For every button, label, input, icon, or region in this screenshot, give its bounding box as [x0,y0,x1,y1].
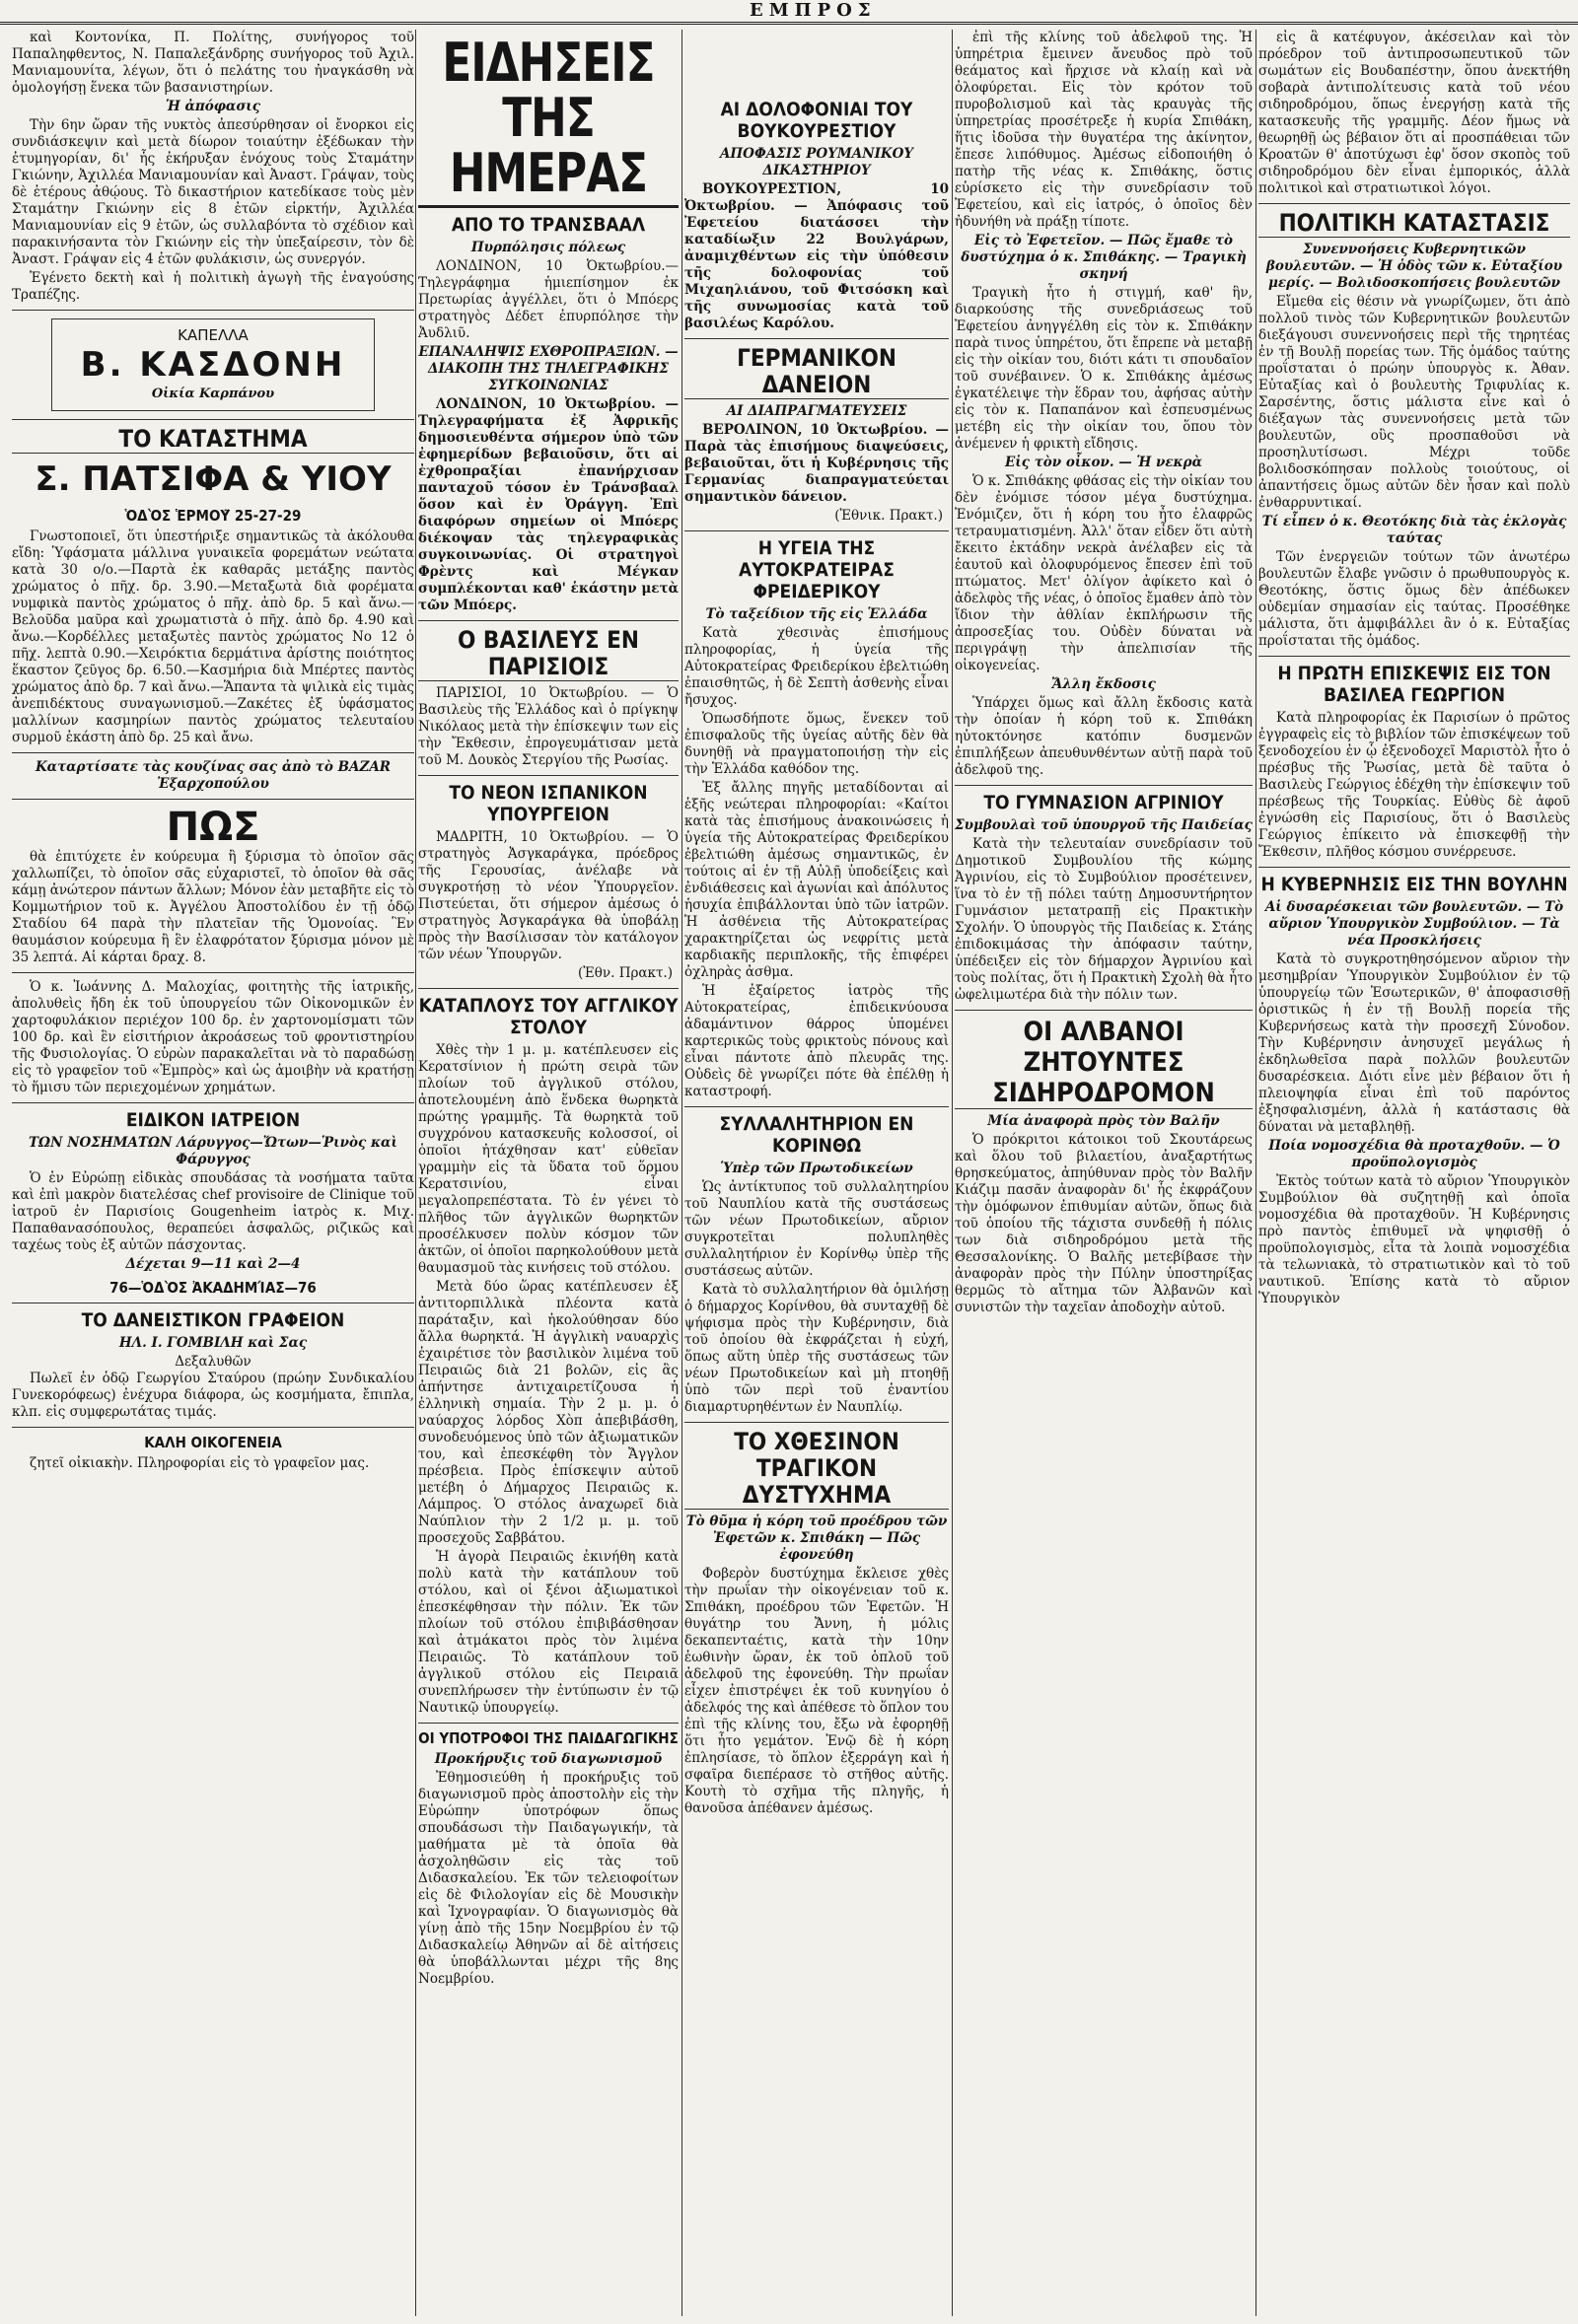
clinic-text: Ὁ ἐν Εὐρώπῃ εἰδικὰς σπουδάσας τὰ νοσήματα ταῦτα καὶ ἐπὶ μακρὸν διατελέσας chef provisoire de Clinique τοῦ ἰατροῦ ἐν Παρισίοις Gougenheim ἰατρὸς κ. Μιχ. Παπαθανασόπουλος, θεραπεύει ἀσφαλῶς, ριζικῶς καὶ ταχέως τοὺς ἐξ αὐτῶν πάσχοντας. [12,1170,414,1253]
german-loan-text: ΒΕΡΟΛΙΝΟΝ, 10 Ὀκτωβρίου. — Παρὰ τὰς ἐπισήμους διαψεύσεις, βεβαιοῦται, ὅτι ἡ Κυβέρνησις τῆς Γερμανίας διαπραγματεύεται σημαντικὸν δάνειον. [684,422,949,505]
divider [955,785,1253,786]
empress-health-text-4: Ἡ ἐξαίρετος ἰατρὸς τῆς Αὐτοκρατείρας, ἐπιδεικνύουσα ἀδαμάντινον θάρρος ὑπομένει καρτερικῶς τοὺς φρικτοὺς πόνους καὶ εἶναι πάντοτε ἀπὸ πλευρᾶς της. Οὐδεὶς δὲ γνωρίζει πότε θὰ ἐπέλθῃ ἡ καταστροφή. [684,983,949,1099]
scholars-subheading: Προκήρυξις τοῦ διαγωνισμοῦ [434,1751,663,1767]
store-text: Γνωστοποιεῖ, ὅτι ὑπεστήριξε σημαντικῶς τὰ ἀκόλουθα εἴδη: Ὑφάσματα μάλλινα γυναικεῖα φορεμάτων νεώτατα κατὰ 30 ο/ο.—Παρτὰ ἐκ καθαρᾶς μετάξης παντὸς χρώματος ὁ πῆχ. δρ. 3.90.—Μεταξωτὰ διὰ φορέματα νυμφικὰ παντὸς χρώματος ὁ πῆχ. ἀπὸ δρ. 5 καὶ ἄνω.—Βελοῦδα μαῦρα καὶ χρωματιστὰ ὁ πῆχ. ἀπὸ δρ. 4.90 καὶ ἄνω.—Κορδέλλες μεταξωτὲς παντὸς χρώματος Νο 12 ὁ πῆχ. λεπτὰ 0.90.—Χειρόκτια δερμάτινα ἀρίστης ποιότητος ἕκαστον ζεῦγος δρ. 6.50.—Κασμήρια διὰ Μπέρτες παντὸς χρώματος ἀπὸ δρ. 7 καὶ ἄνω.—Ἅπαντα τὰ ψιλικὰ εἰς τιμὰς ἀνεπιδέκτους συναγωνισμοῦ.—Ζακέτες ἐξ ὑφάσματος μαλλίνων κασμηρίων παντὸς χρώματος τελευταίου συρμοῦ ἑκάστη ἀπὸ δρ. 25 καὶ ἄνω. [12,528,414,745]
king-in-paris-text: ΠΑΡΙΣΙΟΙ, 10 Ὀκτωβρίου. — Ὁ Βασιλεὺς τῆς Ἑλλάδος καὶ ὁ πρίγκηψ Νικόλαος μετὰ τὴν ἐπίσκεψιν των εἰς τὴν Ἔκθεσιν, ἐπρογευμάτισαν μετὰ τοῦ Μ. Δουκὸς Στεργίου τῆς Ρωσίας. [418,685,679,768]
empress-health-heading: Η ΥΓΕΙΑ ΤΗΣ ΑΥΤΟΚΡΑΤΕΙΡΑΣ ΦΡΕΙΔΕΡΙΚΟΥ [739,537,895,602]
divider [1258,656,1570,657]
loan-office-text: Πωλεῖ ἐν ὁδῷ Γεωργίου Σταύρου (πρώην Συνδικαλίου Γυνεκορόφεως) ἐνέχυρα διάφορα, ὡς κοσμήματα, ἔπιπλα, κλπ. εἰς συμφερωτάτας τιμάς. [12,1371,414,1420]
hat-shop-name: Β. ΚΑΣΔΟΝΗ [80,345,346,385]
verdict-text: Τὴν 6ην ὥραν τῆς νυκτὸς ἀπεσύρθησαν οἱ ἔνορκοι εἰς συνδιάσκεψιν καὶ μετὰ δίωρον τοιαύτην ἐξέδωκαν τὴν ἐτυμηγορίαν, δι' ἧς ἐκήρυξαν ἐνόχους τοὺς Σταμάτην Γκιώνην, Ἀχιλλέα Μανιαμουνίαν καὶ Ἀναστ. Γράψαν, τοὺς δὲ ἑτέρους ἀθῴους. Τὸ δικαστήριον κατεδίκασε τοὺς μὲν Σταμάτην Γκιώνην εἰς 8 ἐτῶν εἱρκτήν, Ἀχιλλέα Μανιαμουνίαν εἰς 9 ἐτῶν, ὡς συλλαβόντα τὸ σχέδιον καὶ παρακινήσαντα τὸν Γκιώνην εἰς τὴν ὑπεξαίρεσιν, τὸν δὲ Ἀναστ. Γράψαν εἰς 4 ἐτῶν φυλάκισιν, ὡς συνεργόν. [12,117,414,267]
divider [12,972,414,973]
divider [684,1422,949,1423]
divider [684,1106,949,1107]
transvaal-subheading: Πυρπόλησις πόλεως [470,240,626,255]
empress-health-text-1: Κατὰ χθεσινὰς ἐπισήμους πληροφορίας, ἡ ὑγεία τῆς Αὐτοκρατείρας Φρειδερίκου ἐβελτιώθη ἐπαισθητῶς, ἡ δὲ Σεπτὴ ἀσθενὴς εἶναι ἤσυχος. [684,625,949,708]
political-situation-heading: ΠΟΛΙΤΙΚΗ ΚΑΤΑΣΤΑΣΙΣ [1258,210,1570,238]
store-heading: ΤΟ ΚΑΤΑΣΤΗΜΑ [12,426,414,454]
divider [12,310,414,311]
store-address: ὉΔῸΣ ἙΡΜΟΥ͂ 25-27-29 [124,507,302,525]
agrinio-school-heading: ΤΟ ΓΥΜΝΑΣΙΟΝ ΑΓΡΙΝΙΟΥ [983,792,1224,813]
divider [418,775,679,776]
corinth-rally-heading: ΣΥΛΛΑΛΗΤΗΡΙΟΝ ΕΝ ΚΟΡΙΝΘΩ [719,1113,914,1157]
news-of-the-day-title: ΕΙΔΗΣΕΙΣ ΤΗΣ ΗΜΕΡΑΣ [442,32,655,204]
german-loan-subheading: ΑΙ ΔΙΑΠΡΑΓΜΑΤΕΥΣΕΙΣ [726,403,907,419]
hostilities-text: ΛΟΝΔΙΝΟΝ, 10 Ὀκτωβρίου. — Τηλεγραφήματα ἐξ Ἀφρικῆς δημοσιευθέντα σήμερον ὑπὸ τῶν ἐφημερίδων βεβαιοῦσιν, ὅτι αἱ ἐχθροπραξίαι ἐπανήρχισαν πανταχοῦ τόσον ἐν Τράνσβααλ ὅσον καὶ ἐν Ὀράγγη. Ἐπὶ διαφόρων σημείων οἱ Μπόερς διέκοψαν τὰς τηλεγραφικὰς συγκοινωνίας. Οἱ στρατηγοὶ Φρὲντς καὶ Μέγκαν συμπλέκονται καθ' ἑκάστην μετὰ τῶν Μπόερς. [418,396,679,613]
german-loan-source: (Ἐθνικ. Πρακτ.) [834,508,943,524]
accident-heading: ΤΟ ΧΘΕΣΙΝΟΝ ΤΡΑΓΙΚΟΝ ΔΥΣΤΥΧΗΜΑ [684,1429,949,1510]
divider [418,205,679,208]
king-in-paris-heading: Ο ΒΑΣΙΛΕΥΣ ΕΝ ΠΑΡΙΣΙΟΙΣ [418,627,679,681]
first-visit-text: Κατὰ πληροφορίας ἐκ Παρισίων ὁ πρῶτος ἐγγραφεὶς εἰς τὸ βιβλίον τῶν ἐπισκέψεων τοῦ ξενοδοχείου ἐν ᾧ ἐξενοδοχεῖ Μαριστὸλ ἦτο ὁ πρέσβυς τῆς Ῥωσίας, μετὰ δὲ ταῦτα ὁ Βασιλεὺς Γεώργιος ἐδέχθη τὴν ἐπίσκεψιν τοῦ πρέσβεως τῆς Τουρκίας. Εὐθὺς δὲ ἀφοῦ ἐγνώσθη εἰς Παρισίους, ὅτι ὁ Βασιλεὺς Γεώργιος ἐπίκειτο νὰ ἐπισκεφθῇ τὴν Ἔκθεσιν, πλῆθος κόσμου συνέρρευσε. [1258,710,1570,860]
accident-text: Φοβερὸν δυστύχημα ἔκλεισε χθὲς τὴν πρωΐαν τὴν οἰκογένειαν τοῦ κ. Σπιθάκη, προέδρου τῶν Ἐφετῶν. Ἡ θυγάτηρ του Ἄννη, ἡ μόλις δεκαπενταέτις, κατὰ τὴν 10ην ἑωθινὴν ὥραν, ἐκ τοῦ ὁπλοῦ τοῦ ἀδελφοῦ της ἐφονεύθη. Τὴν πρωΐαν εἶχεν ἐπιστρέψει ἐκ τοῦ κυνηγίου ὁ ἀδελφός της καὶ ἀπέθεσε τὸ ὅπλον του ἐπὶ τῆς κλίνης του, ἔξω νὰ ἐφορηθῇ ὅτι ἦτο γεμάτον. Ἐνῷ δὲ ἡ κόρη ἐπλησίασε, τὸ ὅπλον ἐξερράγη καὶ ἡ σφαῖρα διεπέρασε τὸ στῆθος αὐτῆς. Κουτὴ τὸ σχῆμα τῆς πληγῆς, ἡ θανοῦσα ἀπέθανεν ἀμέσως. [684,1566,949,1816]
bazar-ad: Καταρτίσατε τὰς κουζίνας σας ἀπὸ τὸ BAZAR Ἐξαρχοπούλου [35,759,392,792]
verdict-heading: Ἡ ἀπόφασις [165,99,261,114]
transvaal-heading: ΑΠΟ ΤΟ ΤΡΑΝΣΒΑΑΛ [451,214,646,236]
divider [684,530,949,531]
albanians-heading: ΟΙ ΑΛΒΑΝΟΙ ΖΗΤΟΥΝΤΕΣ ΣΙΔΗΡΟΔΡΟΜΟΝ [955,1017,1253,1109]
bucharest-murders-text: ΒΟΥΚΟΥΡΕΣΤΙΟΝ, 10 Ὀκτωβρίου. — Ἀπόφασις τοῦ Ἐφετείου διατάσσει τὴν καταδίωξιν 22 Βουλγάρων, ἀναμιχθέντων εἰς τὴν ὑπόθεσιν τῆς δολοφονίας τοῦ Μιχαηλιάνου, τοῦ Φιτσόσκη καὶ τῆς συνωμοσίας κατὰ τοῦ βασιλέως Καρόλου. [684,181,949,331]
store-name: Σ. ΠΑΤΣΙΦΑ & ΥΙΟΥ [35,459,392,499]
trial-continuation: καὶ Κοντονίκα, Π. Πολίτης, συνήγορος τοῦ Παπαληφθεντος, Ν. Παπαλεξάνδρης συνήγορος τοῦ Ἀχιλ. Μανιαμουνίτα, λέγων, ὅτι ὁ πελάτης του ἠναγκάσθη νὰ ὁμολογήσῃ ἕνεκα τῶν βασανιστηρίων. [12,30,414,96]
other-version-heading: Ἄλλη ἔκδοσις [1051,676,1156,692]
british-fleet-heading: ΚΑΤΑΠΛΟΥΣ ΤΟΥ ΑΓΓΛΙΚΟΥ ΣΤΟΛΟΥ [418,995,679,1038]
loan-office-heading: ΤΟ ΔΑΝΕΙΣΤΙΚΟΝ ΓΡΑΦΕΙΟΝ [81,1309,345,1331]
bills-heading: Ποία νομοσχέδια θὰ προταχθοῦν. — Ὁ προϋπολογισμὸς [1268,1138,1560,1170]
transvaal-text: ΛΟΝΔΙΝΟΝ, 10 Ὀκτωβρίου.— Τηλεγράφημα ἡμιεπίσημον ἐκ Πρετωρίας ἀγγέλλει, ὅτι ὁ Μπόερς στρατηγὸς Δέδετ ἐπυρπόλησε τὴν Ἀυδλιῦ. [418,258,679,341]
loan-office-subowner: Δεξαλυθῶν [175,1354,251,1370]
british-fleet-text-3: Ἡ ἀγορὰ Πειραιῶς ἐκινήθη κατὰ πολὺ κατὰ τὴν κατάπλουν τοῦ στόλου, καὶ οἱ ξένοι ἀξιωματικοὶ ἐπεσκέφθησαν τὴν πόλιν. Ἐκ τῶν πλοίων τοῦ στόλου ἐπιβιβάσθησαν καὶ ἀτμάκατοι πρὸς τὸν λιμένα Πειραιῶς. Τὸ κατάπλουν τοῦ ἀγγλικοῦ στόλου εἰς Πειραιᾶ συνεπλήρωσεν τὴν ἐντύπωσιν ἐν τῷ Ναυτικῷ ὑπουργείῳ. [418,1549,679,1716]
family-ad-heading: ΚΑΛΗ ΟΙΚΟΓΕΝΕΙΑ [144,1434,282,1451]
divider [12,419,414,420]
corinth-rally-text-1: Ὡς ἀντίκτυπος τοῦ συλλαλητηρίου τοῦ Ναυπλίου κατὰ τῆς συστάσεως τῶν νέων Πρωτοδικείων, αὔριον συγκροτεῖται πολυπληθὲς συλλαλητήριον ἐν Κορίνθῳ ὑπὲρ τῆς συστάσεως αὐτῶν. [684,1179,949,1279]
column-5 [1258,30,1570,2316]
divider [418,988,679,989]
empress-health-subheading: Τὸ ταξείδιον τῆς εἰς Ἑλλάδα [705,606,928,622]
column-1 [12,30,414,2316]
lost-wallet-notice: Ὁ κ. Ἰωάννης Δ. Μαλοχίας, φοιτητὴς τῆς ἰατρικῆς, ἀπολυθεὶς ἤδη ἐκ τοῦ ὑπουργείου τῶν Οἰκονομικῶν ἐν χαρτοφυλάκιον περιέχον 100 δρ. ἐν χαρτονομίσματι τῶν 100 δρ. καὶ ἓν εἰσιτήριον ἀκροάσεως τοῦ φροντιστηρίου τῆς Φυσιολογίας. Ὁ εὑρὼν παρακαλεῖται νὰ τὸ παραδώσῃ εἰς τὸ γραφεῖον τοῦ «Ἐμπρὸς» καὶ ὡς ἀμοιβὴν νὰ κρατήσῃ τὸ ἥμισυ τῶν περιεχομένων χρημάτων. [12,979,414,1095]
divider [12,1102,414,1103]
column-4 [955,30,1253,2316]
column-2 [418,30,679,2316]
corinth-rally-subheading: Ὑπὲρ τῶν Πρωτοδικείων [720,1161,913,1176]
bucharest-murders-subheading: ΑΠΟΦΑΣΙΣ ΡΟΥΜΑΝΙΚΟΥ ΔΙΚΑΣΤΗΡΙΟΥ [719,146,914,178]
other-version-text: Ὑπάρχει ὅμως καὶ ἄλλη ἔκδοσις κατὰ τὴν ὁποίαν ἡ κόρη τοῦ κ. Σπιθάκη ηὐτοκτόνησε κατόπιν δυσμενῶν ἐπιπλήξεων ἀπευθυνθέντων αὐτῇ παρὰ τοῦ ἀδελφοῦ της. [955,695,1253,778]
family-ad-text: ζητεῖ οἰκιακὴν. Πληροφορίαι εἰς τὸ γραφεῖον μας. [30,1455,370,1471]
divider [1258,203,1570,204]
divider [12,752,414,753]
bills-text: Ἐκτὸς τούτων κατὰ τὸ αὔριον Ὑπουργικὸν Συμβούλιον θὰ συζητηθῇ καὶ ὁποῖα νομοσχέδια θὰ προταχθοῦν. Ἡ Κυβέρνησις πρὸ παντὸς ἐπιθυμεῖ νὰ ψηφισθῇ ὁ προϋπολογισμὸς, εἶτα τὰ λοιπὰ νομοσχέδια τὰ τελωνιακὰ, τὸ στρατιωτικὸν καὶ τὸ τοῦ ναυτικοῦ. Ἐπίσης κατὰ τὸ αὔριον Ὑπουργικὸν [1258,1173,1570,1306]
spanish-cabinet-text: ΜΑΔΡΙΤΗ, 10 Ὀκτωβρίου. — Ὁ στρατηγὸς Ἀσγκαράγκα, πρόεδρος τῆς Γερουσίας, ἀνέλαβε νὰ συγκροτήσῃ τὸ νέον Ὑπουργεῖον. Πιστεύεται, ὅτι σήμερον ἀμέσως ὁ στρατηγὸς Ἀσγκαράγκα θὰ ὑποβάλῃ πρὸς τὴν Βασίλισσαν τὸν κατάλογον τῶν νέων Ὑπουργῶν. [418,829,679,962]
divider [418,620,679,621]
hostilities-heading: ΕΠΑΝΑΛΗΨΙΣ ΕΧΘΡΟΠΡΑΞΙΩΝ. — ΔΙΑΚΟΠΗ ΤΗΣ ΤΗΛΕΓΡΑΦΙΚΗΣ ΣΥΓΚΟΙΝΩΝΙΑΣ [418,344,679,393]
albanians-subheading: Μία ἀναφορὰ πρὸς τὸν Βαλῆν [987,1113,1220,1129]
agrinio-school-subheading: Συμβουλαὶ τοῦ ὑπουργοῦ τῆς Παιδείας [955,817,1253,833]
barber-ad-heading: ΠΩΣ [166,805,260,850]
divider [955,1010,1253,1011]
agrinio-school-text: Κατὰ τὴν τελευταίαν συνεδρίασιν τοῦ Δημοτικοῦ Συμβουλίου τῆς κώμης Ἀγρινίου, εἰς τὸ Συμβούλιον προσέτεινεν, ἵνα τὸ ἐν τῇ πόλει ταύτῃ Δημοσυντήρητον Γυμνάσιον μετατραπῇ εἰς Πρακτικὴν Σχολήν. Ὁ ὑπουργὸς τῆς Παιδείας κ. Στάης ἐπιδοκιμάσας τὴν ἀπόφασιν ταύτην, ὑπέδειξεν εἰς τὸν δήμαρχον Ἀγρινίου καὶ τοὺς πολίτας, ὅτι ἡ Πρακτικὴ Σχολὴ θὰ ἦτο ὠφελιμωτέρα διὰ τὴν πόλιν των. [955,836,1253,1003]
verdict-end: Ἐγένετο δεκτὴ καὶ ἡ πολιτικὴ ἀγωγὴ τῆς ἐναγούσης Τραπέζης. [12,270,414,303]
british-fleet-text-1: Χθὲς τὴν 1 μ. μ. κατέπλευσεν εἰς Κερατσίνιον ἡ πρώτη σειρὰ τῶν πλοίων τοῦ ἀγγλικοῦ στόλου, ἀποτελουμένη ἀπὸ ἕνδεκα θωρηκτὰ πρώτης γραμμῆς. Τὰ θωρηκτὰ τοῦ συγχρόνου κατασκευῆς κολοσσοί, οἱ ὁποῖοι ἠτάχθησαν κατ' εὐθεῖαν γραμμὴν εἰς τὰ ὕδατα τοῦ ὅρμου Κερατσινίου, εἶναι μεγαλοπρεπέστατα. Τὸ ἐν γένει τὸ πλῆθος τῶν ἀγγλικῶν θωρηκτῶν προσέλκυσεν πολὺν κόσμον τῶν ἀκτῶν, οἱ ὁποῖοι παρηκολούθουν μετὰ θαυμασμοῦ τὰς κινήσεις τοῦ στόλου. [418,1042,679,1276]
divider [12,1427,414,1428]
railway-continuation: εἰς ἃ κατέφυγον, ἀκέσειλαν καὶ τὸν πρόεδρον τοῦ ἀντιπροσωπευτικοῦ τῶν σωμάτων εἰς Βουδαπέστην, ὅπου ἀνεκτήθη σοβαρὰ ἀντιπολίτευσις κατὰ τοῦ νέου σιδηροδρόμου, ὅπως ἐνεργήσῃ κατὰ τῆς κατασκευῆς τῆς γραμμῆς. Δέον ἤμως νὰ θεωρηθῇ ὡς βέβαιον ὅτι αἱ προσπάθειαι τῶν Κροατῶν θ' ἀποτύχωσι ἐφ' ὅσον σκοπὸς τοῦ σιδηροδρόμου δὲν εἶναι ἐμπορικός, ἀλλὰ πολιτικοὶ καὶ στρατιωτικοὶ λόγοι. [1258,30,1570,196]
column-rule [415,30,416,2316]
government-parliament-text: Κατὰ τὸ συγκροτηθησόμενον αὔριον τὴν μεσημβρίαν Ὑπουργικὸν Συμβούλιον ἐν τῷ ὑπουργείῳ τῶν Ἐσωτερικῶν, θ' ἀποφασισθῇ ὁριστικῶς ἡ ἐν τῇ Βουλῇ πορεία τῆς Κυβερνήσεως κατὰ τὴν προσεχῆ Σύνοδον. Τὴν Κυβέρνησιν ἀνησυχεῖ μεγάλως ἡ ἐκδηλωθεῖσα παρὰ πολλῶν βουλευτῶν δυσαρέσκεια. Διότι εἶνε μὲν βέβαιον ὅτι ἡ πλειοψηφία εἶναι ἐπὶ τοῦ παρόντος ἐξησφαλισμένη, ἀλλὰ ἡ κατάστασις θὰ δύναται νὰ μεταβληθῇ. [1258,951,1570,1135]
spanish-cabinet-source: (Ἐθν. Πρακτ.) [578,965,673,981]
government-parliament-heading: Η ΚΥΒΕΡΝΗΣΙΣ ΕΙΣ ΤΗΝ ΒΟΥΛΗΝ [1260,874,1568,895]
hat-shop-address: Οἰκία Καρπάνου [151,387,275,401]
british-fleet-text-2: Μετὰ δύο ὥρας κατέπλευσεν ἐξ ἀντιτορπιλλικὰ πλέοντα κατὰ παράταξιν, καὶ ἠκολούθησαν δύο ἄλλα θωρηκτά. Ἡ ἀγγλικὴ ναυαρχὶς ἐχαιρέτισε τὸν βασιλικὸν λιμένα τοῦ Πειραιῶς διὰ 21 βολῶν, εἰς ἃς ἀπήντησε ἀντιχαιρετίζουσα ἡ ἑλληνικὴ σημαία. Τὴν 2 μ. μ. ὁ ναύαρχος λόρδος Χὸπ ἀπεβιβάσθη, συνοδευόμενος ὑπὸ τῶν ἀξιωματικῶν του, καὶ ἐπεσκέφθη τὸν Ἄγγλον πρέσβεια. Πρὸς ἐπίσκεψιν αὐτοῦ μετέβη ὁ Δήμαρχος Πειραιῶς κ. Λάμπρος. Ὁ στόλος ἀναχωρεῖ διὰ Ναύπλιον τὴν 2 1/2 μ. μ. τοῦ προσεχοῦς Σαββάτου. [418,1279,679,1546]
theotokis-heading: Τί εἶπεν ὁ κ. Θεοτόκης διὰ τὰς ἐκλογὰς ταύτας [1261,514,1567,546]
government-parliament-subheading: Αἱ δυσαρέσκειαι τῶν βουλευτῶν. — Τὸ αὔριον Ὑπουργικὸν Συμβούλιον. — Τὰ νέα Προσκλήσεις [1264,899,1564,949]
political-situation-subheading: Συνεννοήσεις Κυβερνητικῶν βουλευτῶν. — Ἡ ὁδὸς τῶν κ. Εὐταξίου μερίς. — Βολιδοσκοπήσεις βουλευτῶν [1265,242,1563,291]
divider [684,338,949,339]
bucharest-murders-heading: ΑΙ ΔΟΛΟΦΟΝΙΑΙ ΤΟΥ ΒΟΥΚΟΥΡΕΣΤΙΟΥ [720,99,913,142]
theotokis-text: Τῶν ἐνεργειῶν τούτων τῶν ἀνωτέρω βουλευτῶν ἔλαβε γνῶσιν ὁ πρωθυπουργὸς κ. Θεοτόκης, ὅστις ὅμως δὲν ἀπέδωκεν οὐδεμίαν σημασίαν εἰς ταύτας. Προσέθηκε μάλιστα, ὅτι ἀμφιβάλλει ἂν ὁ κ. Εὐταξίας προΐσταται τῆς ὁμάδος. [1258,549,1570,649]
hat-shop-label: ΚΑΠΕΛΛΑ [178,326,249,344]
newspaper-name: ΕΜΠΡΟΣ [750,0,877,21]
accident-subheading: Τὸ θῦμα ἡ κόρη τοῦ προέδρου τῶν Ἐφετῶν κ. Σπιθάκη — Πῶς ἐφονεύθη [685,1514,948,1563]
corinth-rally-text-2: Κατὰ τὸ συλλαλητήριον θὰ ὁμιλήσῃ ὁ δήμαρχος Κορίνθου, θὰ συνταχθῇ δὲ ψήφισμα πρὸς τὴν Κυβέρνησιν, διὰ τοῦ ὁποίου θὰ ἐκφράζεται ἡ εὐχή, ὅπως αὕτη ὑπὲρ τῆς συστάσεως τῶν νέων Πρωτοδικείων καὶ μὴ πτοηθῇ ὑπὸ τῶν περὶ τοῦ ἐναντίου διαμαρτυρηθέντων ἐν Ναυπλίῳ. [684,1282,949,1415]
accident-continuation: ἐπὶ τῆς κλίνης τοῦ ἀδελφοῦ της. Ἡ ὑπηρέτρια ἔμεινεν ἄνευδος πρὸ τοῦ θεάματος καὶ ἤρχισε νὰ κλαίῃ καὶ νὰ ὀλοφύρεται. Εἰς τὸν κρότον τοῦ πυροβολισμοῦ καὶ τὰς κραυγὰς τῆς ὑπηρετρίας προσέτρεξε ἡ κυρία Σπιθάκη, ἥτις ἰδοῦσα τὴν θυγατέρα της ἀκίνητον, ἔπεσε λιπόθυμος. Ἀμέσως εἰδοποιήθη ὁ πατὴρ τῆς νέας κ. Σπιθάκης, ὅστις εὑρίσκετο εἰς τὴν συνεδρίασιν τοῦ Ἐφετείου, καὶ εἰς ἰατρός, ὁ ὁποῖος δὲν ἠδυνήθη νὰ πράξῃ τίποτε. [955,30,1253,230]
empress-health-text-2: Ὁπωσδήποτε ὅμως, ἕνεκεν τοῦ ἐπισφαλοῦς τῆς ὑγείας αὐτῆς δὲν θὰ δυνηθῇ νὰ πραγματοποιήσῃ τὴν εἰς τὴν Ἑλλάδα καθόδον της. [684,711,949,777]
hat-shop-ad [51,318,375,411]
clinic-heading: ΕΙΔΙΚΟΝ ΙΑΤΡΕΙΟΝ [125,1109,301,1131]
first-visit-heading: Η ΠΡΩΤΗ ΕΠΙΣΚΕΨΙΣ ΕΙΣ ΤΟΝ ΒΑΣΙΛΕΑ ΓΕΩΡΓΙΟΝ [1277,663,1551,706]
albanians-text: Ὁ πρόκριτοι κάτοικοι τοῦ Σκουτάρεως καὶ ὅλου τοῦ βιλαετίου, ἀναξαρτήτως θρησκεύματος, ἀπηύθυναν πρὸς τὸν Βαλῆν Κιάζιμ πασᾶν ἀναφορὰν δι' ἧς ἐκφράζουν τὴν ὁμόφωνον ἐπιθυμίαν αὐτῶν, ὅπως διὰ τοῦ ὁποίου τῆς τάχιστα συνδεθῇ ἡ πόλις των διὰ σιδηροδρόμου μετὰ τῆς Θεσσαλονίκης. Ὁ Βαλῆς μετεβίβασε τὴν ἀναφορὰν πρὸς τὴν Πύλην ὑποστηρίξας θερμῶς τὸ αἴτημα τῶν Ἀλβανῶν καὶ συνιστῶν τὴν ταχεῖαν ἀποδοχὴν αὐτοῦ. [955,1132,1253,1315]
divider [1258,867,1570,868]
divider [12,799,414,800]
column-rule [952,30,953,2316]
german-loan-heading: ΓΕΡΜΑΝΙΚΟΝ ΔΑΝΕΙΟΝ [684,345,949,399]
clinic-subheading: ΤΩΝ ΝΟΣΗΜΑΤΩΝ Λάρυγγος—Ὤτων—Ῥινὸς καὶ Φάρυγγος [29,1135,397,1167]
masthead [0,0,1578,25]
empress-health-text-3: Ἐξ ἄλλης πηγῆς μεταδίδονται αἱ ἑξῆς νεώτεραι πληροφορίαι: «Καίτοι κατὰ τὰς ἐπισήμους ἀνακοινώσεις ἡ ὑγεία τῆς Αὐτοκρατείρας Φρειδερίκου ἐβελτιώθη ἀμέσως σημαντικῶς, ἐν τούτοις αἱ ἐν τῇ Αὐλῇ ὑποδείξεις καὶ ἐνδιάθεσεις καὶ ἀγωνίαι καὶ ἀπόλυτος ἡσυχία ἐπιβάλλονται ὑπὸ τῶν ἰατρῶν. Ἡ ἀσθένεια τῆς Αὐτοκρατείρας χαρακτηρίζεται ὡς νεφρίτις μετὰ καρδιακῆς περιπλοκῆς, τῆς ἐπιφέρει ὀχληρὰς ἀσθμα. [684,780,949,980]
home-text: Ὁ κ. Σπιθάκης φθάσας εἰς τὴν οἰκίαν του δὲν ἐνόμισε τόσον μέγα δυστύχημα. Ἐνόμιζεν, ὅτι ἡ κόρη του ἦτο ἐλαφρῶς τετραυματισμένη. Ἀλλ' ὅταν εἶδεν ὅτι αὐτὴ ἔκειτο ἐκτάδην νεκρὰ ἀνέλαβεν εἰς τὰ ἑαυτοῦ καὶ ὀλοφυρόμενος ἔπεσεν ἐπὶ τοῦ πτώματος. Μετ' ὀλίγον ἀφίκετο καὶ ὁ ἀδελφὸς τῆς νέας, ὁ ὁποῖος ἔμαθεν ἀπὸ τὸν ἴδιον τὴν ἀθλίαν ἐκπλήρωσιν τῆς ἀπροσεξίας του. Οὐδὲν δύναται νὰ περιγράψῃ τὴν ἀπελπισίαν τῆς οἰκογενείας. [955,473,1253,673]
political-situation-text: Εἴμεθα εἰς θέσιν νὰ γνωρίζωμεν, ὅτι ἀπὸ πολλοῦ τινὸς τῶν Κυβερνητικῶν βουλευτῶν διεξάγουσι συνεννοήσεις περὶ τῆς τηρητέας ἐν τῇ Βουλῇ πορείας των. Τῆς ὁμάδος ταύτης προΐσταται ὁ πρώην ὑπουργὸς κ. Ἀθαν. Εὐταξίας καὶ ὁ βουλευτὴς Τριφυλίας κ. Σαρσέντης, ὅστις μάλιστα εἶνε καὶ ὁ διέξαγων τὰς συνεννοήσεις μετὰ τῶν βουλευτῶν, οὓς προσπαθοῦσι νὰ προσηλυτίσωσι. Μέχρι τοῦδε βολιδοσκόπησαν πολλοὺς τοιούτους, οἱ ἀπαντήσεις ὅμως αὐτῶν δὲν ἦσαν καὶ πολὺ ἐνθαρρυντικαί. [1258,294,1570,511]
column-rule [1255,30,1256,2316]
scholars-heading: ΟΙ ΥΠΟΤΡΟΦΟΙ ΤΗΣ ΠΑΙΔΑΓΩΓΙΚΗΣ [418,1729,679,1747]
clinic-address: 76—ὉΔῸΣ ἈΚΑΔΗΜΊΑΣ—76 [109,1279,317,1297]
court-text: Τραγικὴ ἦτο ἡ στιγμή, καθ' ἣν, διαρκούσης τῆς συνεδριάσεως τοῦ Ἐφετείου ἀνηγγέλθη εἰς τὸν κ. Σπιθάκην παρὰ τινος ὑπηρέτου, ὅτι ἔπρεπε νὰ μεταβῇ εἰς τὴν οἰκίαν του, διότι κάτι τι σπουδαῖον τοῦ συνέβαινεν. Ὁ κ. Σπιθάκης ἀμέσως ἐγκατέλειψε τὴν ἕδραν του, ἀφήσας αὐτὴν εἰς τὸν κ. Παπαπάνον καὶ ἐσπευσμένως μετέβη εἰς τὴν οἰκίαν του, ὅπου τὸν ἀνέμενεν ἡ φρικτὴ εἴδησις. [955,285,1253,452]
home-heading: Εἰς τὸν οἶκον. — Ἡ νεκρὰ [1004,455,1203,470]
barber-ad-text: θὰ ἐπιτύχετε ἐν κούρευμα ἢ ξύρισμα τὸ ὁποῖον σᾶς χαλλωπίζει, τὸ ὁποῖον σᾶς εὐχαριστεῖ, τὸ ὁποῖον θὰ σᾶς κάμῃ ἀνώτερον πάντων ἄλλων; Μόνον ἐὰν μεταβῆτε εἰς τὸ Κομμωτήριον τοῦ κ. Ἀγγέλου Ἀποστολίδου ἐν τῇ ὁδῷ Σταδίου 64 παρὰ τὴν πλατεῖαν τῆς Ὁμονοίας. Ἓν θαυμάσιον κούρευμα ἢ ἓν ἐλαφρότατον ξύρισμα μόνον μὲ 35 λεπτά. Αἱ κάρται δραχ. 8. [12,849,414,965]
loan-office-owner: ΗΛ. Ι. ΓΟΜΒΙΛΗ καὶ Σας [118,1335,308,1351]
clinic-hours: Δέχεται 9—11 καὶ 2—4 [125,1256,301,1272]
column-rule [681,30,682,2316]
spanish-cabinet-heading: ΤΟ ΝΕΟΝ ΙΣΠΑΝΙΚΟΝ ΥΠΟΥΡΓΕΙΟΝ [449,782,648,825]
scholars-text: Ἐθημοσιεύθη ἡ προκήρυξις τοῦ διαγωνισμοῦ πρὸς ἀποστολὴν εἰς τὴν Εὐρώπην ὑποτρόφων ὅπως σπουδάσωσι τὴν Παιδαγωγικήν, τὰ μαθήματα μὲ τὰ ὁποῖα θὰ ἀσχοληθῶσιν εἰς τὰς τοῦ Διδασκαλείου. Ἐκ τῶν τελειοφοίτων εἰς δὲ Φιλολογίαν εἰς δὲ Μουσικὴν καὶ Ἰχνογραφίαν. Ὁ διαγωνισμὸς θὰ γίνῃ ἀπὸ τῆς 15ην Νοεμβρίου ἐν τῷ Διδασκαλείῳ Ἀθηνῶν αἱ δὲ αἰτήσεις θὰ ὑποβάλλωνται μέχρι τῆς 8ης Νοεμβρίου. [418,1770,679,1987]
column-3 [684,30,949,2316]
court-heading: Εἰς τὸ Ἐφετεῖον. — Πῶς ἔμαθε τὸ δυστύχημα ὁ κ. Σπιθάκης. — Τραγικὴ σκηνή [961,233,1247,282]
divider [418,1723,679,1724]
